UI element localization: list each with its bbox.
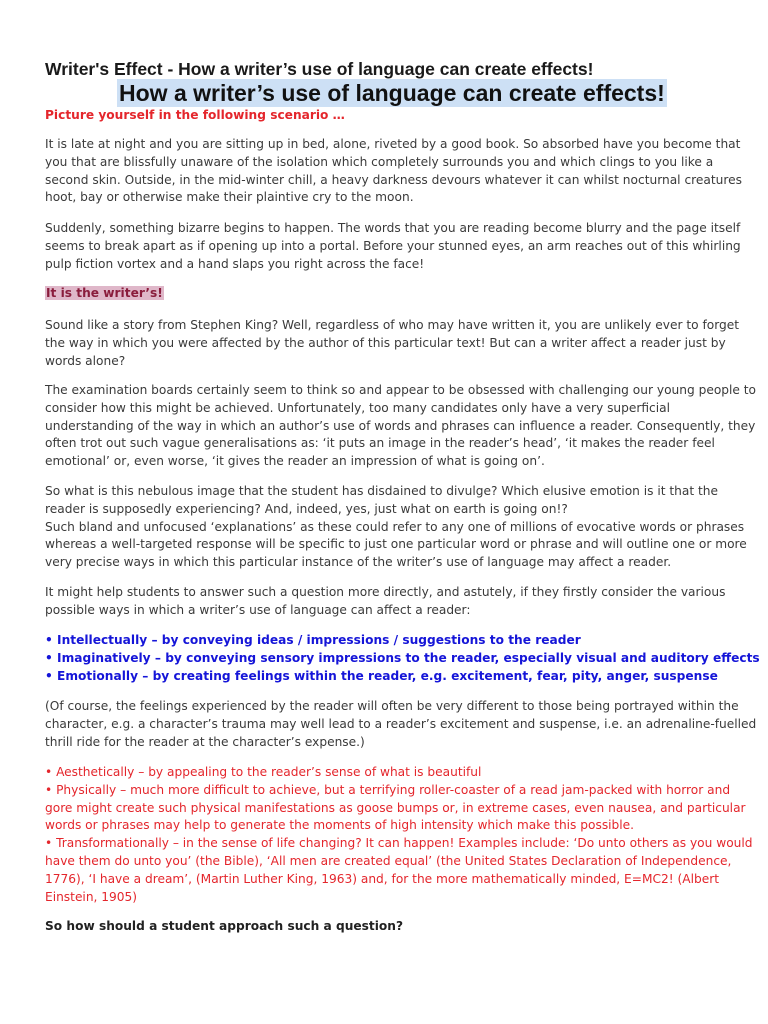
list-item: • Intellectually – by conveying ideas / impressions / suggestions to the reader xyxy=(45,633,581,647)
list-item: Einstein, 1905) xyxy=(45,889,138,904)
list-item: gore might create such physical manifestations as goose bumps or, in extreme cases, even nausea, and particular xyxy=(45,800,746,815)
closing-question: So how should a student approach such a question? xyxy=(45,919,404,933)
highlighted-heading: How a writer’s use of language can create effects! xyxy=(119,80,665,106)
text-line: Such bland and unfocused ‘explanations’ as these could refer to any one of millions of evocative words or phrases xyxy=(45,519,745,534)
text-line: So what is this nebulous image that the student has disdained to divulge? Which elusive emotion is it that the xyxy=(45,484,719,498)
list-item: • Imaginatively – by conveying sensory impressions to the reader, especially visual and auditory effects xyxy=(45,650,760,665)
list-item: • Aesthetically – by appealing to the reader’s sense of what is beautiful xyxy=(45,765,482,779)
list-item: • Emotionally – by creating feelings within the reader, e.g. excitement, fear, pity, anger, suspense xyxy=(45,668,718,683)
paragraph-6 xyxy=(45,584,725,620)
paragraph-1 xyxy=(45,136,742,207)
text-line: second skin. Outside, in the mid-winter chill, a heavy darkness devours whatever it can whilst nocturnal creatures xyxy=(45,172,742,187)
text-line: Sound like a story from Stephen King? Well, regardless of who may have written it, you are unlikely ever to forget xyxy=(45,318,740,332)
text-line: words alone? xyxy=(45,353,126,368)
text-line: very precise ways in which this particular instance of the writer’s use of language may affect a reader. xyxy=(45,555,672,570)
effects-list-blue xyxy=(45,632,760,685)
text-line: It is late at night and you are sitting up in bed, alone, riveted by a good book. So absorbed have you become that xyxy=(45,137,741,151)
highlight-line xyxy=(45,285,725,303)
text-line: you that are blissfully unaware of the isolation which completely surrounds you and which clings to you like a xyxy=(45,154,714,169)
text-line: hoot, bay or otherwise make their plaintive cry to the moon. xyxy=(45,190,414,205)
paragraph-3 xyxy=(45,317,740,370)
list-item: 1776), ‘I have a dream’, (Martin Luther King, 1963) and, for the more mathematically minded, E=MC2! (Albert xyxy=(45,871,720,886)
text-line: thrill ride for the reader at the character’s expense.) xyxy=(45,734,365,749)
text-line: character, e.g. a character’s trauma may well lead to a reader’s excitement and suspense, i.e. an adrenaline-fuelled xyxy=(45,716,757,731)
text-line: consider how this might be achieved. Unfortunately, too many candidates only have a very superficial xyxy=(45,400,671,415)
paragraph-4 xyxy=(45,382,757,471)
paragraph-2 xyxy=(45,220,741,273)
text-line: emotional’ or, even worse, ‘it gives the reader an impression of what is going on’. xyxy=(45,454,545,469)
text-line: understanding of the way in which an author’s use of words and phrases can influence a reader. Consequently, they xyxy=(45,418,756,433)
list-item: have them do unto you’ (the Bible), ‘All men are created equal’ (the United States Declaration of Independence, xyxy=(45,853,732,868)
effects-list-red xyxy=(45,764,753,906)
list-item: • Transformationally – in the sense of life changing? It can happen! Examples include: ‘Do unto others as you would xyxy=(45,836,753,851)
text-line: whereas a well-targeted response will be specific to just one particular word or phrase and will outline one or more xyxy=(45,537,747,552)
text-line: possible ways in which a writer’s use of language can affect a reader: xyxy=(45,602,471,617)
text-line: (Of course, the feelings experienced by the reader will often be very different to those being portrayed within the xyxy=(45,699,739,713)
text-line: It might help students to answer such a question more directly, and astutely, if they firstly consider the various xyxy=(45,585,726,599)
text-line: seems to break apart as if opening up into a portal. Before your stunned eyes, an arm reaches out of this whirling xyxy=(45,238,741,253)
intro-prompt: Picture yourself in the following scenario … xyxy=(45,108,345,122)
list-item: words or phrases may help to generate the moments of high intensity which make this possible. xyxy=(45,818,635,833)
highlighted-text: It is the writer’s! xyxy=(46,286,163,300)
aside-paragraph xyxy=(45,698,757,751)
document-title: Writer's Effect - How a writer’s use of language can create effects! xyxy=(45,59,594,79)
text-line: pulp fiction vortex and a hand slaps you right across the face! xyxy=(45,256,425,271)
paragraph-5 xyxy=(45,483,747,572)
text-line: The examination boards certainly seem to think so and appear to be obsessed with challenging our young people to xyxy=(45,383,757,397)
list-item: • Physically – much more difficult to achieve, but a terrifying roller-coaster of a read jam-packed with horror and xyxy=(45,782,731,797)
text-line: the way in which you were affected by the author of this particular text! But can a writer affect a reader just by xyxy=(45,335,726,350)
text-line: often trot out such vague generalisations as: ‘it puts an image in the reader’s head’, ‘it makes the reader feel xyxy=(45,436,715,451)
text-line: Suddenly, something bizarre begins to happen. The words that you are reading become blurry and the page itself xyxy=(45,221,741,235)
text-line: reader is supposedly experiencing? And, indeed, yes, just what on earth is going on!? xyxy=(45,501,568,516)
